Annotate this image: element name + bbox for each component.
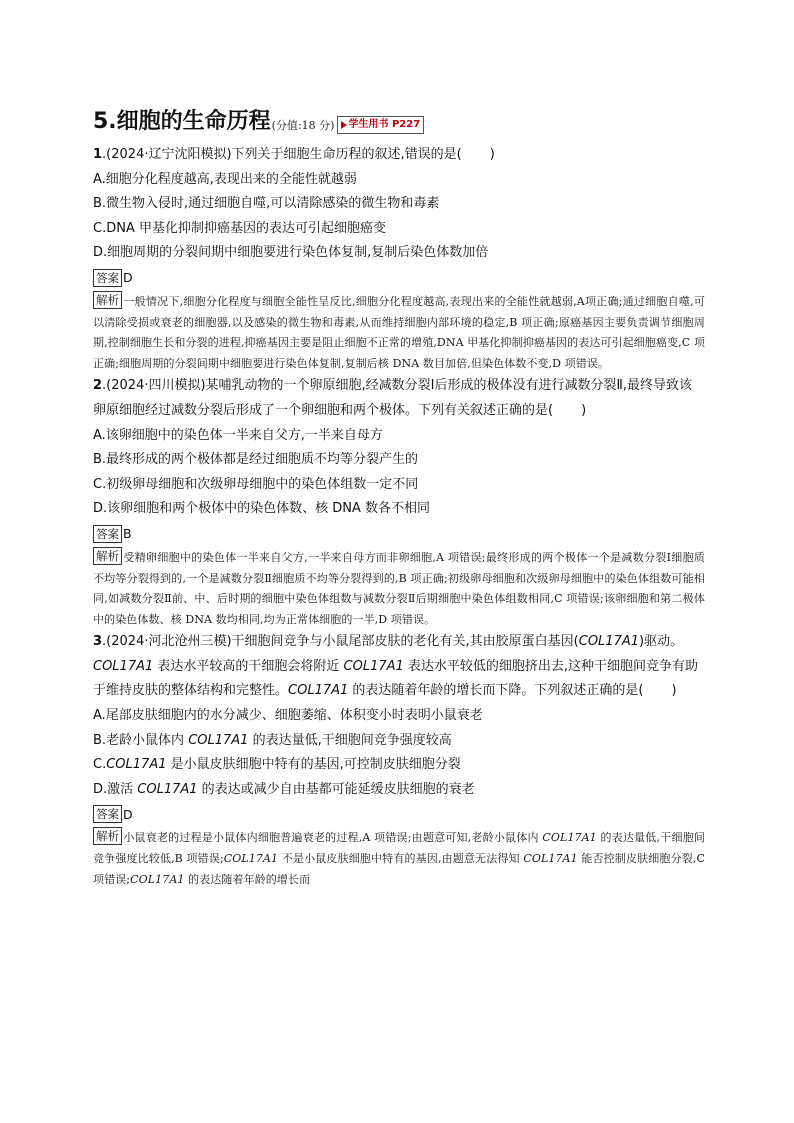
answer-tag: 答案 [93,269,122,287]
question-3 [93,630,705,890]
answer-tag: 答案 [93,805,122,823]
answer-row [93,803,705,825]
question-list [93,143,705,890]
ref-text: 学生用书 P227 [348,119,421,130]
option-a: A.尾部皮肤细胞内的水分减少、细胞萎缩、体积变小时表明小鼠衰老 [93,708,483,724]
option-b: B.微生物入侵时,通过细胞自噬,可以清除感染的微生物和毒素 [93,196,440,212]
question-stem: 2.(2024·四川模拟)某哺乳动物的一个卵原细胞,经减数分裂Ⅰ后形成的极体没有进行减数分裂Ⅱ,最终导致该卵原细胞经过减数分裂后形成了一个卵细胞和两个极体。下列有关叙述正确的是( ) [93,378,693,418]
question-stem: 1.(2024·辽宁沈阳模拟)下列关于细胞生命历程的叙述,错误的是( ) [93,147,495,162]
answer-value: B [123,526,132,542]
arrow-right-icon [341,121,347,129]
option-d: D.细胞周期的分裂间期中细胞要进行染色体复制,复制后染色体数加倍 [93,245,489,261]
question-2 [93,374,705,630]
analysis-tag: 解析 [93,291,122,309]
question-number: 1 [93,147,103,162]
option-d: D.激活 COL17A1 的表达或减少自由基都可能延缓皮肤细胞的衰老 [93,781,475,797]
analysis-text: 解析 受精卵细胞中的染色体一半来自父方,一半来自母方而非卵细胞,A 项错误;最终形成的两个极体一个是减数分裂Ⅰ细胞质不均等分裂得到的,一个是减数分裂Ⅱ细胞质不均等分裂得到的,B 项正确;初级卵母细胞和次级卵母细胞中的染色体组数可能相同,如减数分裂Ⅱ前、中、后时期的细胞中染色体组数与减数分裂Ⅱ后期细胞中染色体组数相同,C 项错误;该卵细胞和第二极体中的染色体数、核 DNA 数均相同,均为正常体细胞的一半,D 项错误。 [93,548,705,626]
option-b: B.最终形成的两个极体都是经过细胞质不均等分裂产生的 [93,452,419,468]
option-c: C.初级卵母细胞和次级卵母细胞中的染色体组数一定不同 [93,476,419,492]
student-book-ref-badge[interactable] [337,116,424,134]
answer-value: D [123,270,133,286]
analysis-text: 解析 小鼠衰老的过程是小鼠体内细胞普遍衰老的过程,A 项错误;由题意可知,老龄小鼠体内 COL17A1 的表达量低,干细胞间竞争强度比较低,B 项错误;COL17A1 不是小鼠皮肤细胞中特有的基因,由题意无法得知 COL17A1 能否控制皮肤细胞分裂,C 项错误;COL17A1 的表达随着年龄的增长而 [93,829,706,886]
answer-tag: 答案 [93,525,122,543]
analysis-tag: 解析 [93,547,122,565]
question-stem: 3.(2024·河北沧州三模)干细胞间竞争与小鼠尾部皮肤的老化有关,其由胶原蛋白基因(COL17A1)驱动。COL17A1 表达水平较高的干细胞会将附近 COL17A1 表达水平较低的细胞挤出去,这种干细胞间竞争有助于维持皮肤的整体结构和完整性。COL17A1 的表达随着年龄的增长而下降。下列叙述正确的是( ) [93,634,699,699]
question-number: 2 [93,378,103,394]
analysis-tag: 解析 [93,827,122,845]
option-a: A.细胞分化程度越高,表现出来的全能性就越弱 [93,171,357,187]
option-a: A.该卵细胞中的染色体一半来自父方,一半来自母方 [93,427,383,443]
question-1 [93,143,705,374]
analysis-text: 解析 一般情况下,细胞分化程度与细胞全能性呈反比,细胞分化程度越高,表现出来的全能性就越弱,A项正确;通过细胞自噬,可以清除受损或衰老的细胞器,以及感染的微生物和毒素,从而维持细胞内部环境的稳定,B 项正确;原癌基因主要负责调节细胞周期,控制细胞生长和分裂的进程,抑癌基因主要是阻止细胞不正常的增殖,DNA 甲基化抑制抑癌基因的表达可引起细胞癌变,C 项正确;细胞周期的分裂间期中细胞要进行染色体复制,复制后核 DNA 数目加倍,但染色体数不变,D 项错误。 [93,292,705,370]
score-note: (分值:18 分) [271,119,335,132]
section-title: 5.细胞的生命历程 [93,109,271,134]
answer-value: D [123,806,133,822]
option-c: C.COL17A1 是小鼠皮肤细胞中特有的基因,可控制皮肤细胞分裂 [93,757,461,773]
option-c: C.DNA 甲基化抑制抑癌基因的表达可引起细胞癌变 [93,220,386,236]
answer-row [93,523,705,545]
section-header [93,104,424,136]
question-number: 3 [93,634,103,650]
answer-row [93,267,705,289]
option-b: B.老龄小鼠体内 COL17A1 的表达量低,干细胞间竞争强度较高 [93,732,452,748]
option-d: D.该卵细胞和两个极体中的染色体数、核 DNA 数各不相同 [93,501,431,517]
